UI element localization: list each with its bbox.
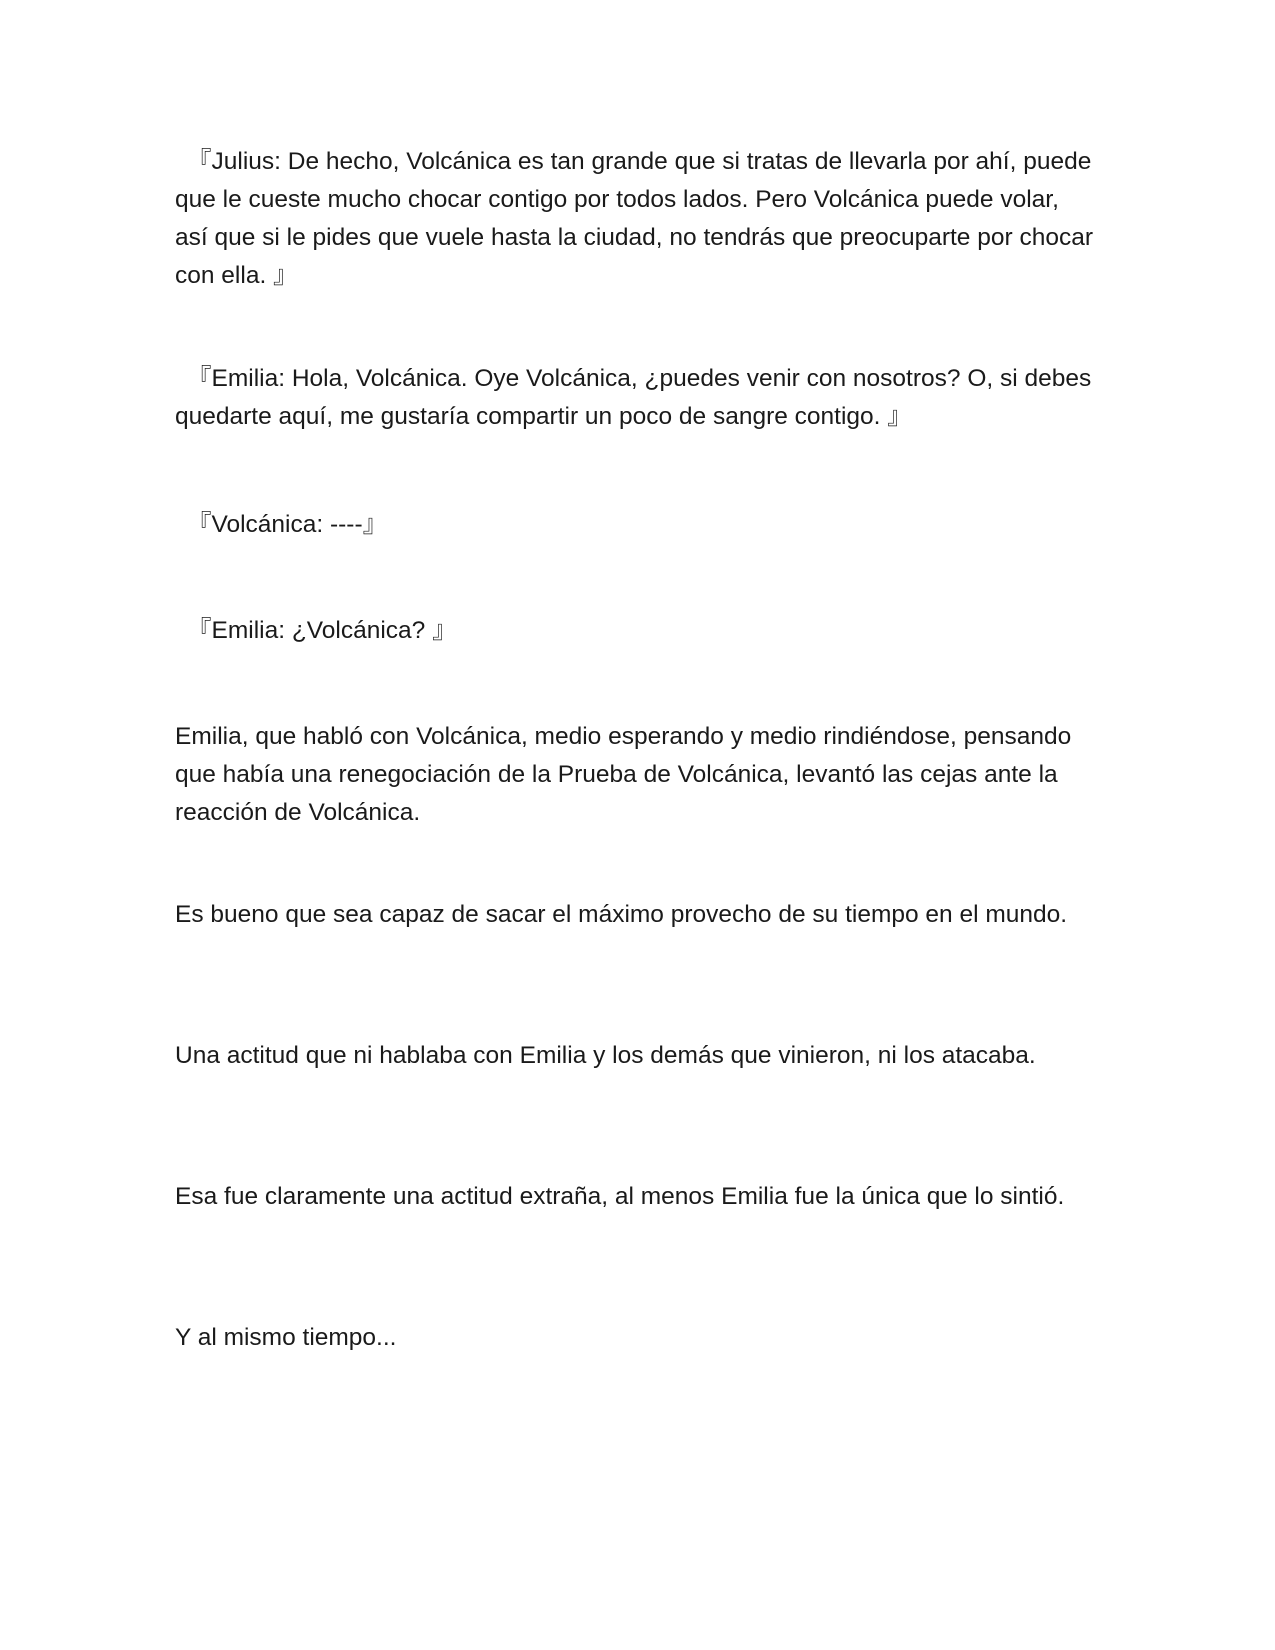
dialogue-julius: 『Julius: De hecho, Volcánica es tan grande que si tratas de llevarla por ahí, puede que le cueste mucho chocar contigo por todos lados. Pero Volcánica puede volar, así que si le pides que vuele hasta la ciudad, no tendrás que preocuparte por chocar con ella. 』	[175, 148, 1093, 289]
dialogue-emilia-greeting: 『Emilia: Hola, Volcánica. Oye Volcánica, ¿puedes venir con nosotros? O, si debes quedarte aquí, me gustaría compartir un poco de sangre contigo. 』	[175, 365, 1092, 430]
narration-paragraph-1: Emilia, que habló con Volcánica, medio esperando y medio rindiéndose, pensando que había una renegociación de la Prueba de Volcánica, levantó las cejas ante la reacción de Volcánica.	[175, 723, 1072, 826]
dialogue-emilia-question: 『Emilia: ¿Volcánica? 』	[187, 617, 457, 644]
narration-paragraph-5: Y al mismo tiempo...	[175, 1324, 397, 1351]
dialogue-volcanica: 『Volcánica: ----』	[187, 511, 388, 538]
narration-paragraph-3: Una actitud que ni hablaba con Emilia y los demás que vinieron, ni los atacaba.	[175, 1042, 1036, 1069]
narration-paragraph-4: Esa fue claramente una actitud extraña, al menos Emilia fue la única que lo sintió.	[175, 1183, 1065, 1210]
narration-paragraph-2: Es bueno que sea capaz de sacar el máximo provecho de su tiempo en el mundo.	[175, 901, 1068, 928]
